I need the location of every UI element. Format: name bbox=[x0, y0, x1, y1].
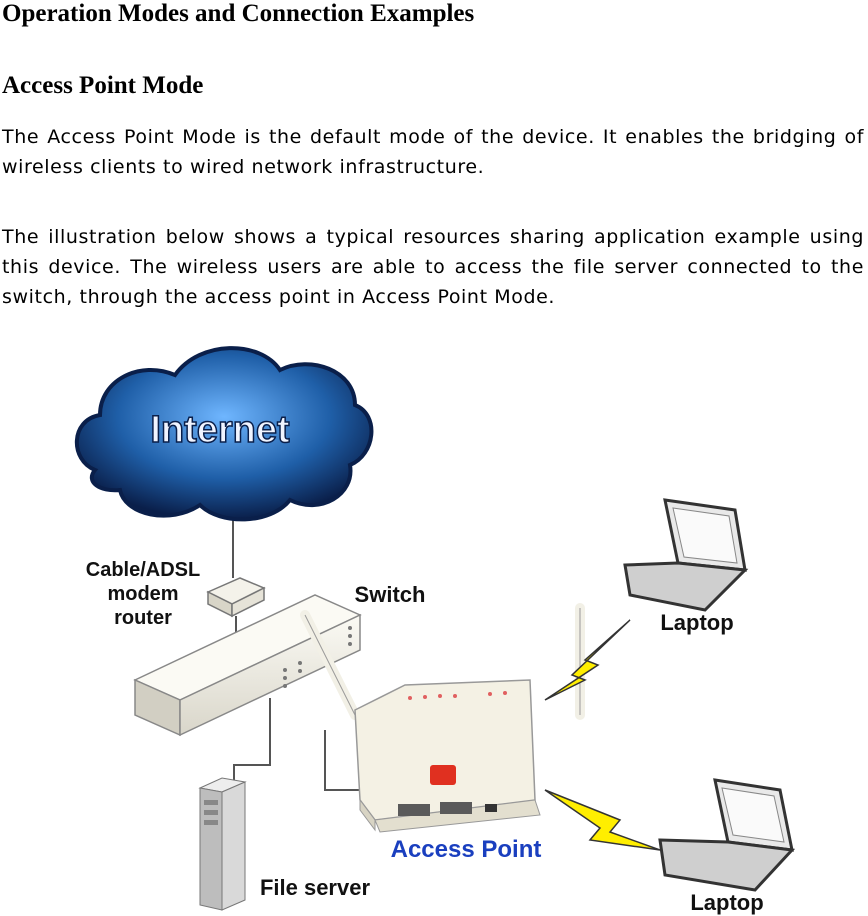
example-paragraph: The illustration below shows a typical resources sharing application example using this device. The wireless users are able to access the file server connected to the switch, through the access point in Access Point Mode. bbox=[2, 226, 864, 308]
internet-cloud-icon bbox=[77, 348, 372, 519]
laptop-bottom-label: Laptop bbox=[690, 890, 764, 915]
internet-label: Internet bbox=[150, 409, 290, 451]
modem-label-line1: Cable/ADSL bbox=[85, 559, 201, 581]
wireless-signal-bottom-icon bbox=[545, 790, 660, 850]
file-server-icon bbox=[200, 778, 245, 910]
wireless-signal-top-icon bbox=[545, 620, 630, 700]
modem-label-line3: router bbox=[114, 607, 172, 629]
section-heading: Access Point Mode bbox=[2, 72, 204, 99]
laptop-top-label: Laptop bbox=[660, 610, 734, 635]
intro-paragraph: The Access Point Mode is the default mode of the device. It enables the bridging of wireless clients to wired network infrastructure. bbox=[2, 126, 864, 178]
page-heading: Operation Modes and Connection Examples bbox=[2, 0, 475, 27]
modem-icon bbox=[208, 578, 264, 616]
network-diagram bbox=[0, 320, 868, 916]
access-point-label: Access Point bbox=[390, 836, 542, 863]
switch-label: Switch bbox=[354, 582, 426, 607]
modem-label-line2: modem bbox=[107, 583, 179, 605]
laptop-bottom-icon bbox=[660, 780, 792, 890]
file-server-label: File server bbox=[259, 875, 371, 900]
laptop-top-icon bbox=[625, 500, 745, 610]
